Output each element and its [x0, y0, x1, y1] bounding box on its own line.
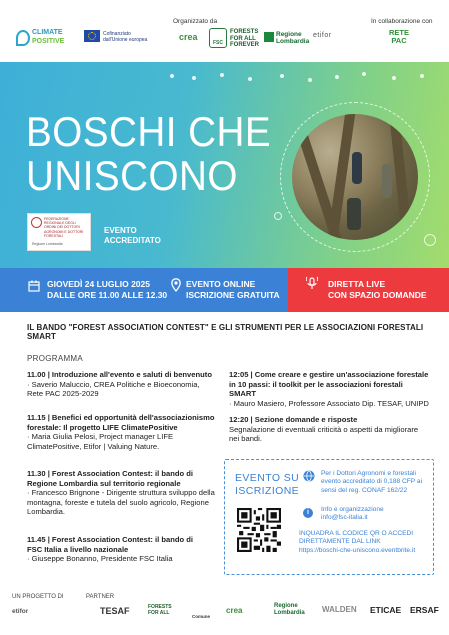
- forest-hikers-photo: [292, 114, 418, 240]
- cfp-credits-text: Per i Dottori Agronomi e forestali evento accreditato di 0,188 CFP ai sensi del reg. CONAF 162/22: [321, 470, 423, 494]
- climate-positive-logo: CLIMATE POSITIVE: [16, 28, 72, 50]
- globe-icon: [303, 470, 315, 482]
- fsc-logo: FSC: [209, 28, 227, 48]
- partner-label: PARTNER: [86, 594, 115, 600]
- footer-logo-forests-for-all: FORESTS FOR ALL: [148, 604, 172, 616]
- info-email-link[interactable]: info@fsc-italia.it: [321, 514, 368, 522]
- title-line-1: BOSCHI CHE: [26, 108, 272, 155]
- decorative-small-ring-2: [274, 212, 282, 220]
- title-line-2: UNISCONO: [26, 152, 238, 199]
- footer-logo-regione-lombardia: Regione Lombardia: [274, 603, 305, 616]
- program-item: 11.45 | Forest Association Contest: il bando di FSC Italia a livello nazionale · Giuseppe Bonanno, Presidente FSC Italia: [27, 535, 193, 564]
- event-date: GIOVEDÌ 24 LUGLIO 2025 DALLE ORE 11.00 ALLE 12.30: [47, 279, 168, 300]
- seal-icon: [31, 217, 42, 228]
- registration-title: EVENTO SU ISCRIZIONE: [235, 472, 300, 497]
- program-item: 11.30 | Forest Association Contest: il bando di Regione Lombardia sul territorio regionale · Francesco Brignone - Dirigente struttura sviluppo della montagna, foreste e tutela del suolo agricolo, Regione Lombardia.: [27, 469, 215, 517]
- calendar-icon: [28, 280, 40, 292]
- footer-logo-ersaf: ERSAF: [410, 605, 439, 615]
- organised-by-label: Organizzato da: [173, 18, 218, 25]
- project-by-label: UN PROGETTO DI: [12, 594, 64, 600]
- program-item: 12:20 | Sezione domande e risposte Segnalazione di eventuali criticità o aspetti da migliorare nei bandi.: [229, 415, 419, 444]
- decorative-small-ring: [424, 234, 436, 246]
- registration-box: [224, 459, 434, 575]
- footer-logo-eticae: ETICAE: [370, 605, 402, 615]
- logo-header: [0, 0, 449, 62]
- hero-banner: [0, 62, 449, 268]
- registration-link[interactable]: https://boschi-che-uniscono.eventbrite.it: [299, 546, 416, 554]
- forests-for-all-logo: FORESTS FOR ALL FOREVER: [230, 29, 260, 48]
- live-info-bar: [288, 268, 449, 312]
- eu-flag-icon: [84, 30, 100, 42]
- regione-lombardia-mark-icon: [264, 32, 274, 42]
- decorative-dots: [130, 70, 449, 94]
- live-stream-text: DIRETTA LIVE CON SPAZIO DOMANDE: [328, 279, 427, 300]
- rete-pac-logo: RETE PAC: [388, 28, 409, 45]
- qr-instructions: INQUADRA IL CODICE QR O ACCEDI DIRETTAMENTE DAL LINK https://boschi-che-uniscono.eventbrite.it: [299, 530, 416, 554]
- footer-logo-comune: Comune: [192, 614, 210, 619]
- event-title: [26, 110, 271, 198]
- footer-logo-tesaf: TESAF: [100, 606, 130, 616]
- accredited-label: EVENTO ACCREDITATO: [104, 226, 161, 245]
- location-pin-icon: [171, 278, 181, 292]
- program-item: 12:05 | Come creare e gestire un'associazione forestale in 10 passi: il toolkit per le associazioni forestali SMART · Mauro Masiero, Professore Associato Dip. TESAF, UNIPD: [229, 370, 429, 408]
- program-item: 11.00 | Introduzione all'evento e saluti di benvenuto · Saverio Maluccio, CREA Politiche e Bioeconomia, Rete PAC 2025-2029: [27, 370, 212, 399]
- microphone-icon: [306, 275, 318, 291]
- regione-lombardia-logo: Regione Lombardia: [276, 31, 310, 45]
- info-icon: i: [303, 508, 313, 518]
- crea-logo: crea: [179, 32, 198, 42]
- collaboration-label: In collaborazione con: [371, 18, 433, 25]
- footer-logo-etifor: etifor: [12, 608, 29, 615]
- registration-qr-code[interactable]: [237, 508, 281, 552]
- program-label: PROGRAMMA: [27, 354, 84, 363]
- info-contact: Info e organizzazione info@fsc-italia.it: [321, 506, 384, 522]
- etifor-logo: etifor: [313, 32, 332, 39]
- program-item: 11.15 | Benefici ed opportunità dell'associazionismo forestale: Il progetto LIFE ClimatePositive · Maria Giulia Pelosi, Project manager LIFE ClimatePositive, Etifor | Valuing Nature.: [27, 413, 215, 451]
- climate-positive-mark-icon: [16, 30, 30, 46]
- accreditation-logo: FEDERAZIONE REGIONALE DEGLI ORDINI DEI DOTTORI AGRONOMI E DOTTORI FORESTALI Regione Lombardia: [27, 213, 91, 251]
- event-info-bar: [0, 268, 288, 312]
- event-online: EVENTO ONLINE ISCRIZIONE GRATUITA: [186, 279, 280, 300]
- footer-logo-crea: crea: [226, 606, 243, 615]
- eu-cofinanced-text: Cofinanziato dall'Unione europea: [103, 31, 148, 43]
- subheading: IL BANDO "FOREST ASSOCIATION CONTEST" E GLI STRUMENTI PER LE ASSOCIAZIONI FORESTALI SMART: [27, 323, 424, 341]
- footer-logo-walden: WALDEN: [322, 605, 357, 614]
